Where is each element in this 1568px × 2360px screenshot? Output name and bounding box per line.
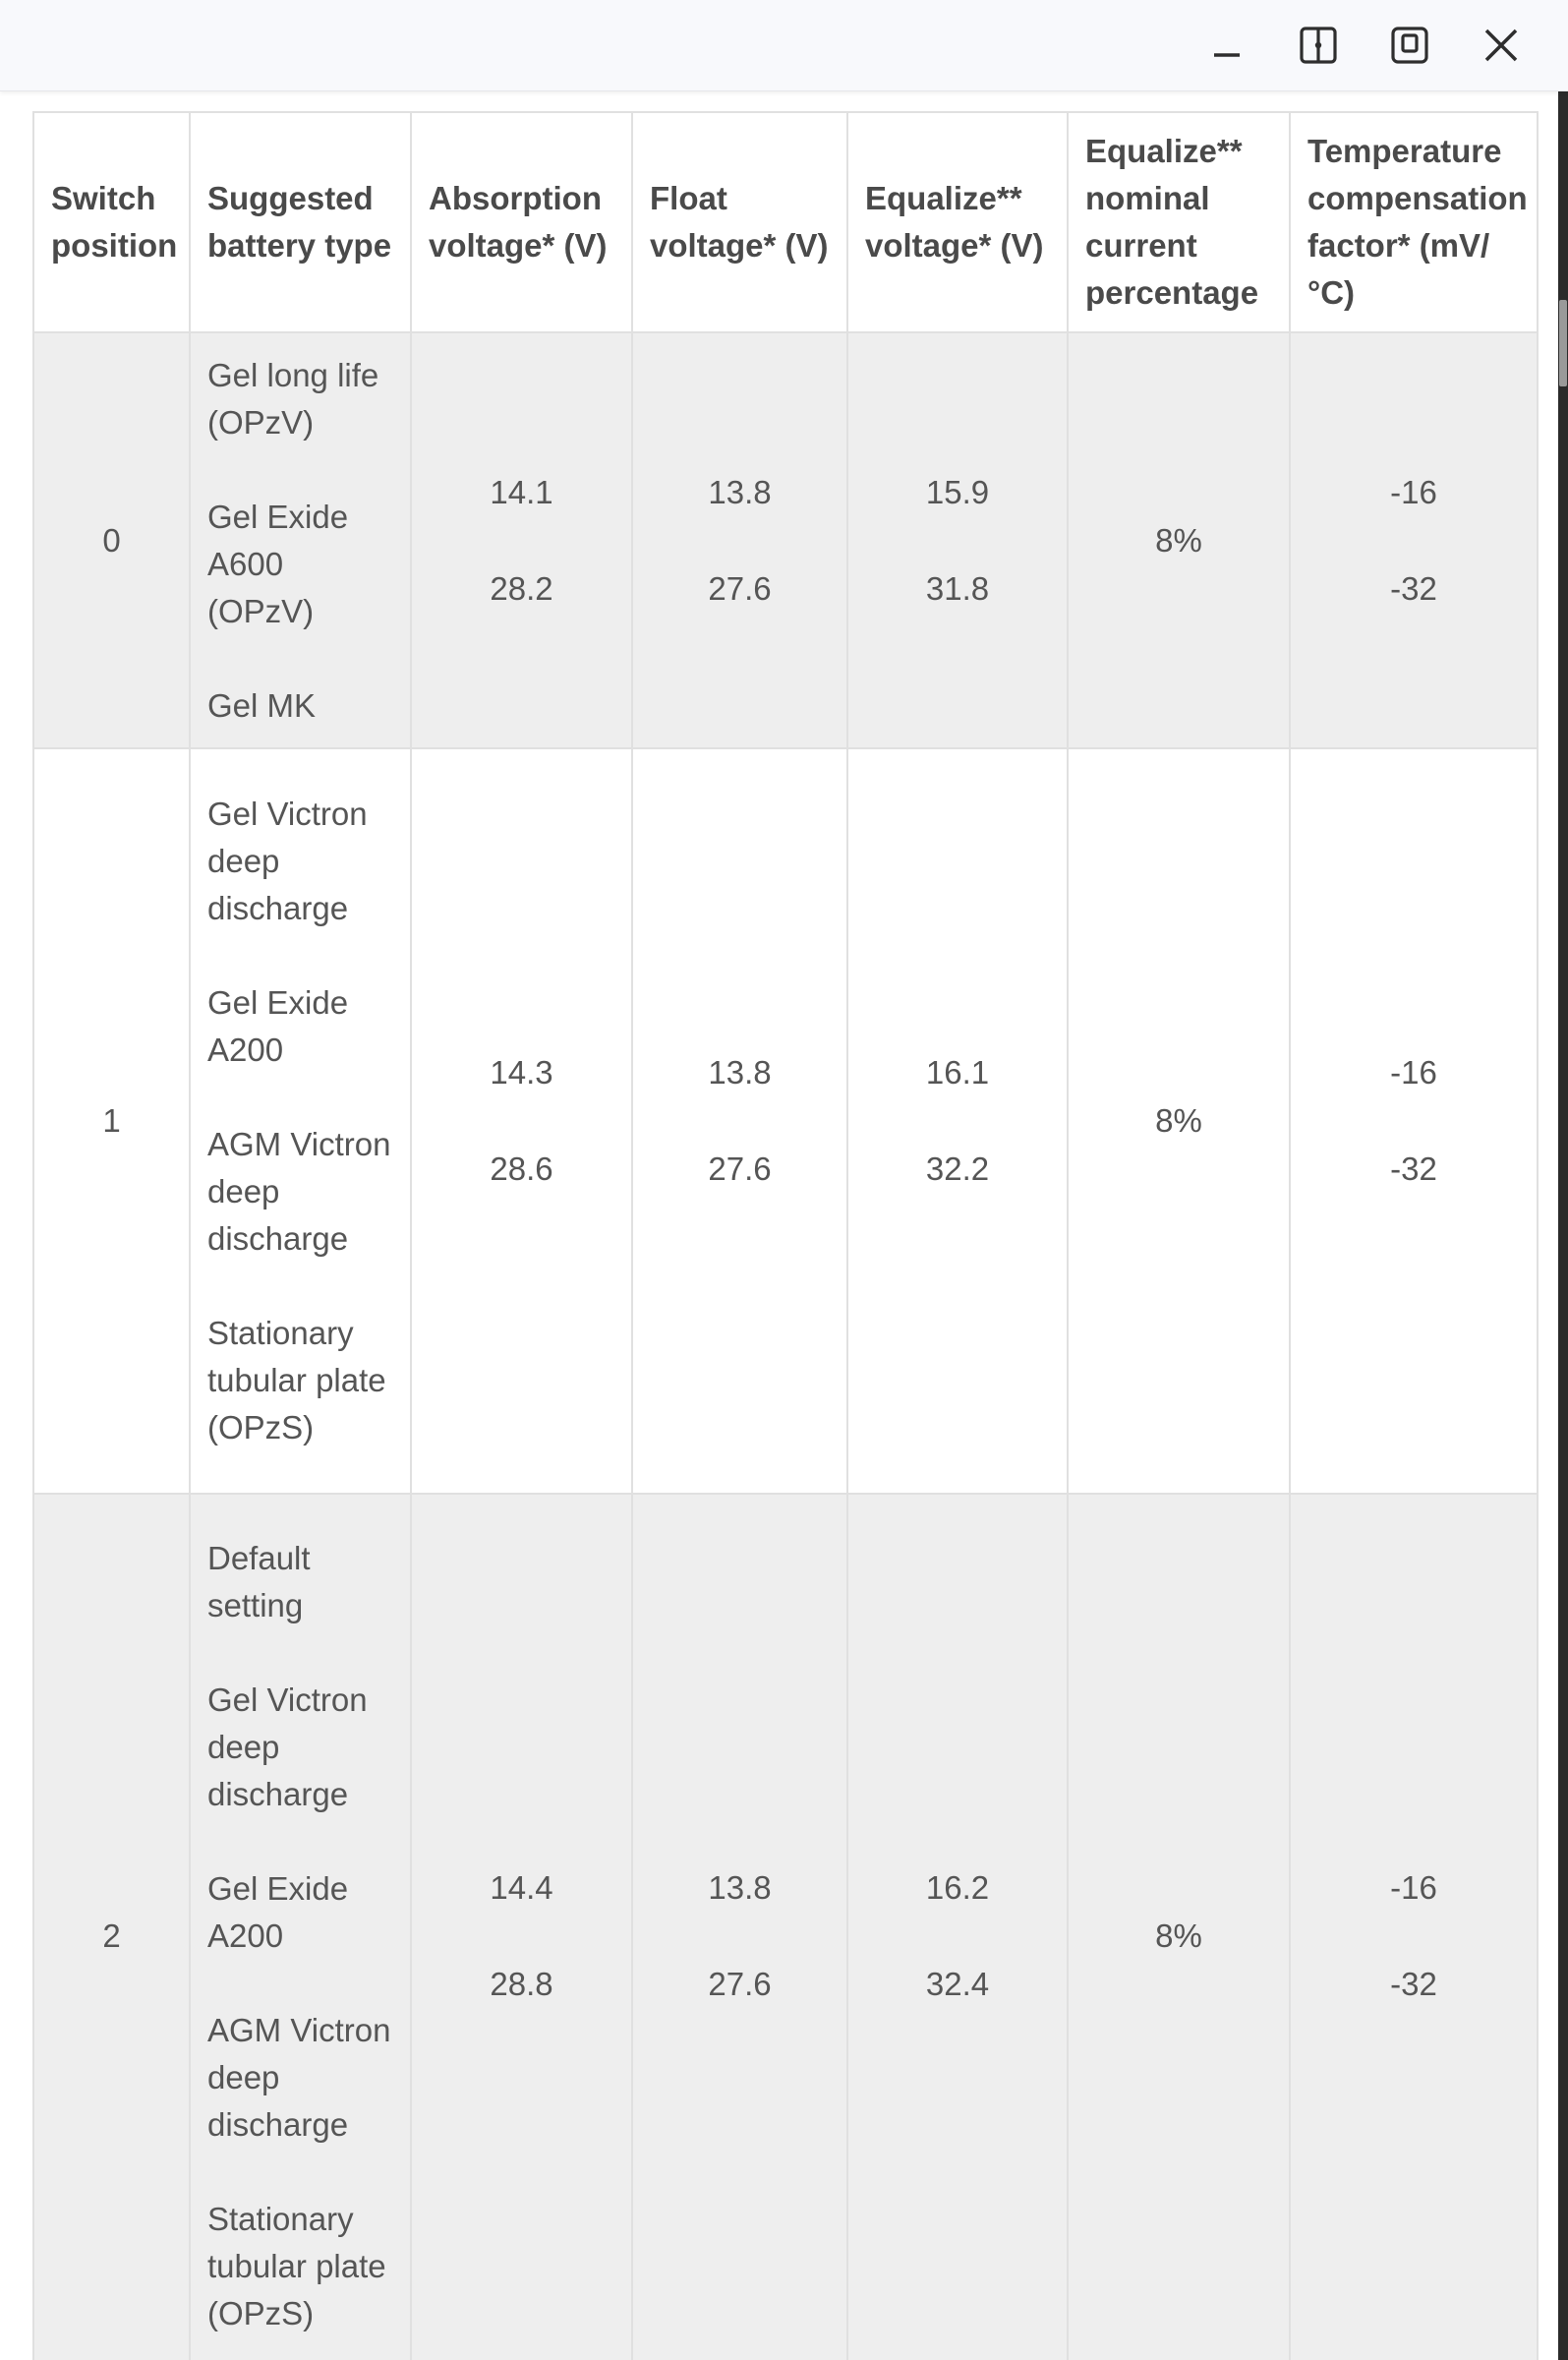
- battery-type: Gel Exide A600 (OPzV): [207, 498, 349, 629]
- close-icon: [1481, 26, 1521, 65]
- battery-type: Gel long life (OPzV): [207, 356, 379, 441]
- value-24v: 28.6: [490, 1150, 553, 1187]
- equalize-current-cell: 8%: [1068, 332, 1290, 748]
- battery-settings-table: [32, 111, 1539, 2360]
- header-float-voltage: Float voltage* (V): [632, 112, 847, 332]
- battery-type: AGM Victron deep discharge: [207, 2012, 391, 2143]
- value-24v: 31.8: [925, 569, 990, 607]
- value-12v: 14.1: [490, 473, 553, 510]
- value-24v: 32.4: [925, 1966, 990, 2002]
- equalize-voltage-cell: [847, 332, 1068, 748]
- value-12v: 13.8: [708, 1869, 772, 1906]
- value-24v: 27.6: [708, 1150, 772, 1187]
- header-battery-type: Suggested battery type: [190, 112, 411, 332]
- temp-compensation-cell: [1290, 748, 1538, 1494]
- battery-type-cell: [190, 332, 411, 748]
- absorption-voltage-cell: [411, 1494, 632, 2360]
- value-12v: 13.8: [708, 1054, 772, 1091]
- equalize-current-cell: 8%: [1068, 748, 1290, 1494]
- popout-icon: [1389, 25, 1430, 66]
- table-header-row: [33, 112, 1538, 332]
- value-24v: 28.2: [490, 569, 553, 607]
- temp-compensation-cell: [1290, 332, 1538, 748]
- battery-type: Gel Exide A200: [207, 984, 349, 1068]
- minimize-icon: [1207, 26, 1247, 65]
- battery-type: Gel Victron deep discharge: [207, 1682, 368, 1812]
- close-button[interactable]: [1474, 18, 1529, 73]
- value-12v: 16.1: [925, 1054, 990, 1091]
- popout-button[interactable]: [1382, 18, 1437, 73]
- header-temp-compensation: Temperature compensation factor* (mV/ °C): [1290, 112, 1538, 332]
- battery-type: Gel MK: [207, 686, 317, 724]
- window-title-bar: [0, 0, 1568, 91]
- table-row: [33, 332, 1538, 748]
- value-24v: 28.8: [490, 1966, 553, 2002]
- value-24v: -32: [1390, 569, 1437, 607]
- split-view-button[interactable]: [1291, 18, 1346, 73]
- header-switch-position: Switch position: [33, 112, 190, 332]
- value-12v: 15.9: [925, 473, 990, 510]
- table-row: [33, 748, 1538, 1494]
- switch-position-cell: 1: [33, 748, 190, 1494]
- value-12v: 13.8: [708, 473, 772, 510]
- value-12v: -16: [1390, 1869, 1437, 1906]
- value-24v: 27.6: [708, 1966, 772, 2002]
- battery-type: Gel Victron deep discharge: [207, 796, 368, 926]
- battery-type: Stationary tubular plate (OPzS): [207, 2201, 386, 2331]
- absorption-voltage-cell: [411, 748, 632, 1494]
- value-24v: -32: [1390, 1150, 1437, 1187]
- value-24v: -32: [1390, 1966, 1437, 2002]
- absorption-voltage-cell: [411, 332, 632, 748]
- header-equalize-current: Equalize** nominal current percentage: [1068, 112, 1290, 332]
- value-12v: 14.3: [490, 1054, 553, 1091]
- value-12v: 14.4: [490, 1869, 553, 1906]
- value-12v: -16: [1390, 1054, 1437, 1091]
- header-absorption-voltage: Absorption voltage* (V): [411, 112, 632, 332]
- minimize-button[interactable]: [1199, 18, 1254, 73]
- page-content: [0, 91, 1553, 2360]
- value-12v: 16.2: [925, 1869, 990, 1906]
- switch-position-cell: 2: [33, 1494, 190, 2360]
- temp-compensation-cell: [1290, 1494, 1538, 2360]
- battery-type: Stationary tubular plate (OPzS): [207, 1315, 386, 1446]
- equalize-voltage-cell: [847, 1494, 1068, 2360]
- split-view-icon: [1298, 25, 1339, 66]
- battery-type: AGM Victron deep discharge: [207, 1126, 391, 1257]
- equalize-voltage-cell: [847, 748, 1068, 1494]
- battery-type-cell: [190, 1494, 411, 2360]
- battery-type: Default setting: [207, 1540, 311, 1623]
- float-voltage-cell: [632, 748, 847, 1494]
- switch-position-cell: 0: [33, 332, 190, 748]
- header-equalize-voltage: Equalize** voltage* (V): [847, 112, 1068, 332]
- battery-type-cell: [190, 748, 411, 1494]
- vertical-scrollbar[interactable]: [1558, 91, 1568, 2360]
- scrollbar-thumb[interactable]: [1559, 300, 1567, 386]
- float-voltage-cell: [632, 1494, 847, 2360]
- value-12v: -16: [1390, 473, 1437, 510]
- float-voltage-cell: [632, 332, 847, 748]
- battery-type: Gel Exide A200: [207, 1870, 349, 1954]
- table-row: [33, 1494, 1538, 2360]
- value-24v: 32.2: [925, 1150, 990, 1187]
- equalize-current-cell: 8%: [1068, 1494, 1290, 2360]
- value-24v: 27.6: [708, 569, 772, 607]
